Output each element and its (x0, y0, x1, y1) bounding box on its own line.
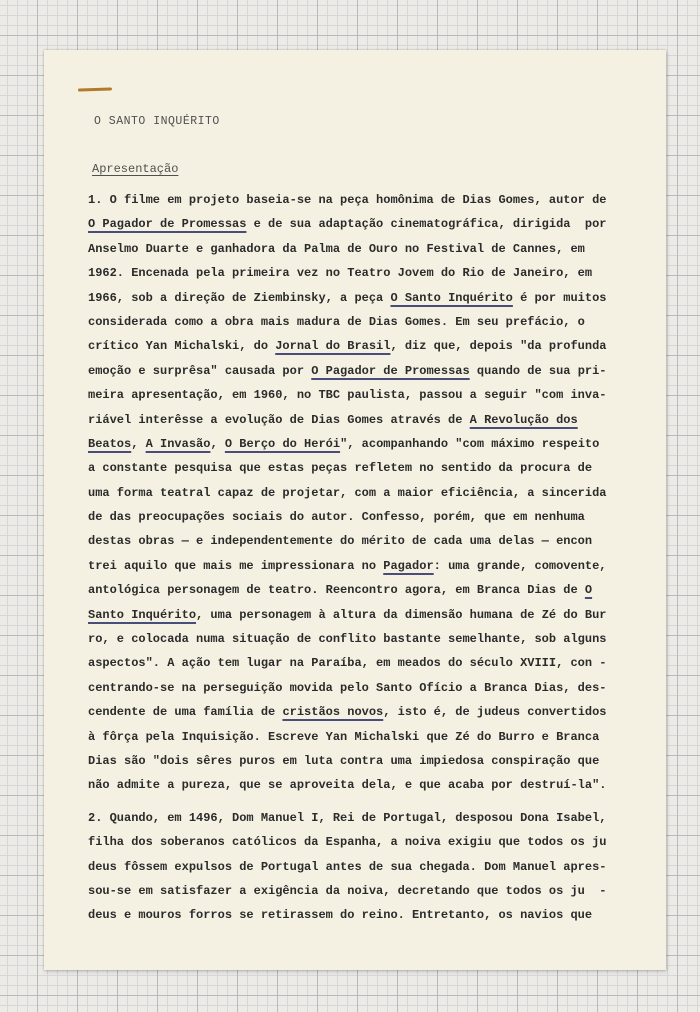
body-text (88, 188, 633, 936)
text-run: : uma grande, comovente, (433, 558, 607, 573)
text-run: centrando-se na perseguição movida pelo Santo Ofício a Branca Dias, des- (88, 680, 607, 695)
text-line (88, 903, 633, 927)
text-run: é por muitos (512, 290, 607, 305)
underlined-title: Beatos (88, 436, 132, 451)
text-run: de das preocupações sociais do autor. Confesso, porém, que em nenhuma (88, 510, 585, 525)
text-line (88, 749, 633, 773)
underlined-title: A Invasão (145, 436, 211, 451)
underlined-title: O Pagador de Promessas (88, 217, 247, 232)
text-run: cendente de uma família de (88, 705, 283, 720)
text-line (88, 855, 633, 879)
text-run: aspectos". A ação tem lugar na Paraíba, em meados do século XVIII, con - (88, 656, 607, 671)
text-line (88, 554, 633, 578)
text-line (88, 334, 633, 358)
text-run: crítico Yan Michalski, do (88, 339, 276, 354)
text-run: sou-se em satisfazer a exigência da noiva, decretando que todos os ju - (88, 883, 607, 898)
text-run: filha dos soberanos católicos da Espanha, a noiva exigiu que todos os ju (88, 835, 607, 850)
text-line (88, 286, 633, 310)
paragraph (88, 806, 633, 928)
text-line (88, 310, 633, 334)
text-run: riável interêsse a evolução de Dias Gomes através de (88, 412, 470, 427)
text-line (88, 456, 633, 480)
underlined-title: Jornal do Brasil (275, 339, 391, 354)
text-run: ro, e colocada numa situação de conflito bastante semelhante, sob alguns (88, 632, 607, 647)
text-line (88, 725, 633, 749)
text-run: e de sua adaptação cinematográfica, dirigida por (246, 217, 607, 232)
underlined-title: cristãos novos (282, 705, 384, 720)
text-run: , isto é, de judeus convertidos (383, 705, 607, 720)
underlined-title: Pagador (383, 558, 434, 573)
text-line (88, 383, 633, 407)
underlined-title: O Santo Inquérito (390, 290, 513, 305)
text-run: 1. O filme em projeto baseia-se na peça homônima de Dias Gomes, autor de (88, 193, 607, 207)
text-run: deus e mouros forros se retirassem do reino. Entretanto, os navios que (88, 908, 593, 923)
text-line (88, 359, 633, 383)
text-run: quando de sua pri- (469, 363, 607, 378)
text-run: Anselmo Duarte e ganhadora da Palma de Ouro no Festival de Cannes, em (88, 241, 585, 256)
text-line (88, 651, 633, 675)
text-line (88, 261, 633, 285)
text-run: à fôrça pela Inquisição. Escreve Yan Michalski que Zé do Burro e Branca (88, 729, 600, 744)
text-line (88, 237, 633, 261)
text-line (88, 432, 633, 456)
text-run: meira apresentação, em 1960, no TBC paulista, passou a seguir "com inva- (88, 388, 607, 403)
text-run: 1966, sob a direção de Ziembinsky, a peça (88, 290, 391, 305)
text-run: antológica personagem de teatro. Reencontro agora, em Branca Dias de (88, 583, 585, 598)
text-run: , (210, 436, 225, 451)
text-line (88, 603, 633, 627)
text-line (88, 700, 633, 724)
underlined-title: O Berço do Herói (224, 436, 341, 451)
text-line (88, 212, 633, 236)
text-line (88, 773, 633, 797)
text-run: uma forma teatral capaz de projetar, com a maior eficiência, a sincerida (88, 485, 607, 500)
pencil-mark (78, 87, 112, 91)
text-run: , (131, 436, 146, 451)
paragraph (88, 188, 633, 798)
text-run: a constante pesquisa que estas peças refletem no sentido da procura de (88, 461, 593, 476)
text-run: , uma personagem à altura da dimensão humana de Zé do Bur (196, 607, 607, 622)
text-run: ", acompanhando "com máximo respeito (340, 436, 600, 451)
text-run: 2. Quando, em 1496, Dom Manuel I, Rei de Portugal, desposou Dona Isabel, (88, 810, 607, 825)
underlined-title: Santo Inquérito (88, 607, 197, 622)
text-line (88, 676, 633, 700)
text-run: trei aquilo que mais me impressionara no (88, 558, 384, 573)
text-line (88, 529, 633, 553)
text-run: 1962. Encenada pela primeira vez no Teatro Jovem do Rio de Janeiro, em (88, 266, 593, 281)
underlined-title: O Pagador de Promessas (311, 363, 470, 378)
underlined-title: A Revolução dos (469, 412, 578, 427)
section-heading: Apresentação (92, 162, 179, 176)
text-line (88, 188, 633, 212)
text-run: não admite a pureza, que se aproveita dela, e que acaba por destruí-la". (88, 778, 607, 793)
text-line (88, 806, 633, 830)
text-line (88, 879, 633, 903)
text-line (88, 505, 633, 529)
text-run: Dias são "dois sêres puros em luta contra uma impiedosa conspiração que (88, 753, 600, 768)
underlined-title: O (584, 583, 593, 598)
text-run: deus fôssem expulsos de Portugal antes de sua chegada. Dom Manuel apres- (88, 859, 607, 874)
document-title: O SANTO INQUÉRITO (94, 115, 220, 128)
document-page (44, 50, 666, 970)
text-run: destas obras — e independentemente do mérito de cada uma delas — encon (88, 534, 593, 549)
text-line (88, 481, 633, 505)
text-run: emoção e surprêsa" causada por (88, 363, 312, 378)
text-line (88, 830, 633, 854)
text-line (88, 627, 633, 651)
text-run: , diz que, depois "da profunda (390, 339, 607, 354)
text-line (88, 578, 633, 602)
text-run: considerada como a obra mais madura de Dias Gomes. Em seu prefácio, o (88, 314, 585, 329)
text-line (88, 408, 633, 432)
